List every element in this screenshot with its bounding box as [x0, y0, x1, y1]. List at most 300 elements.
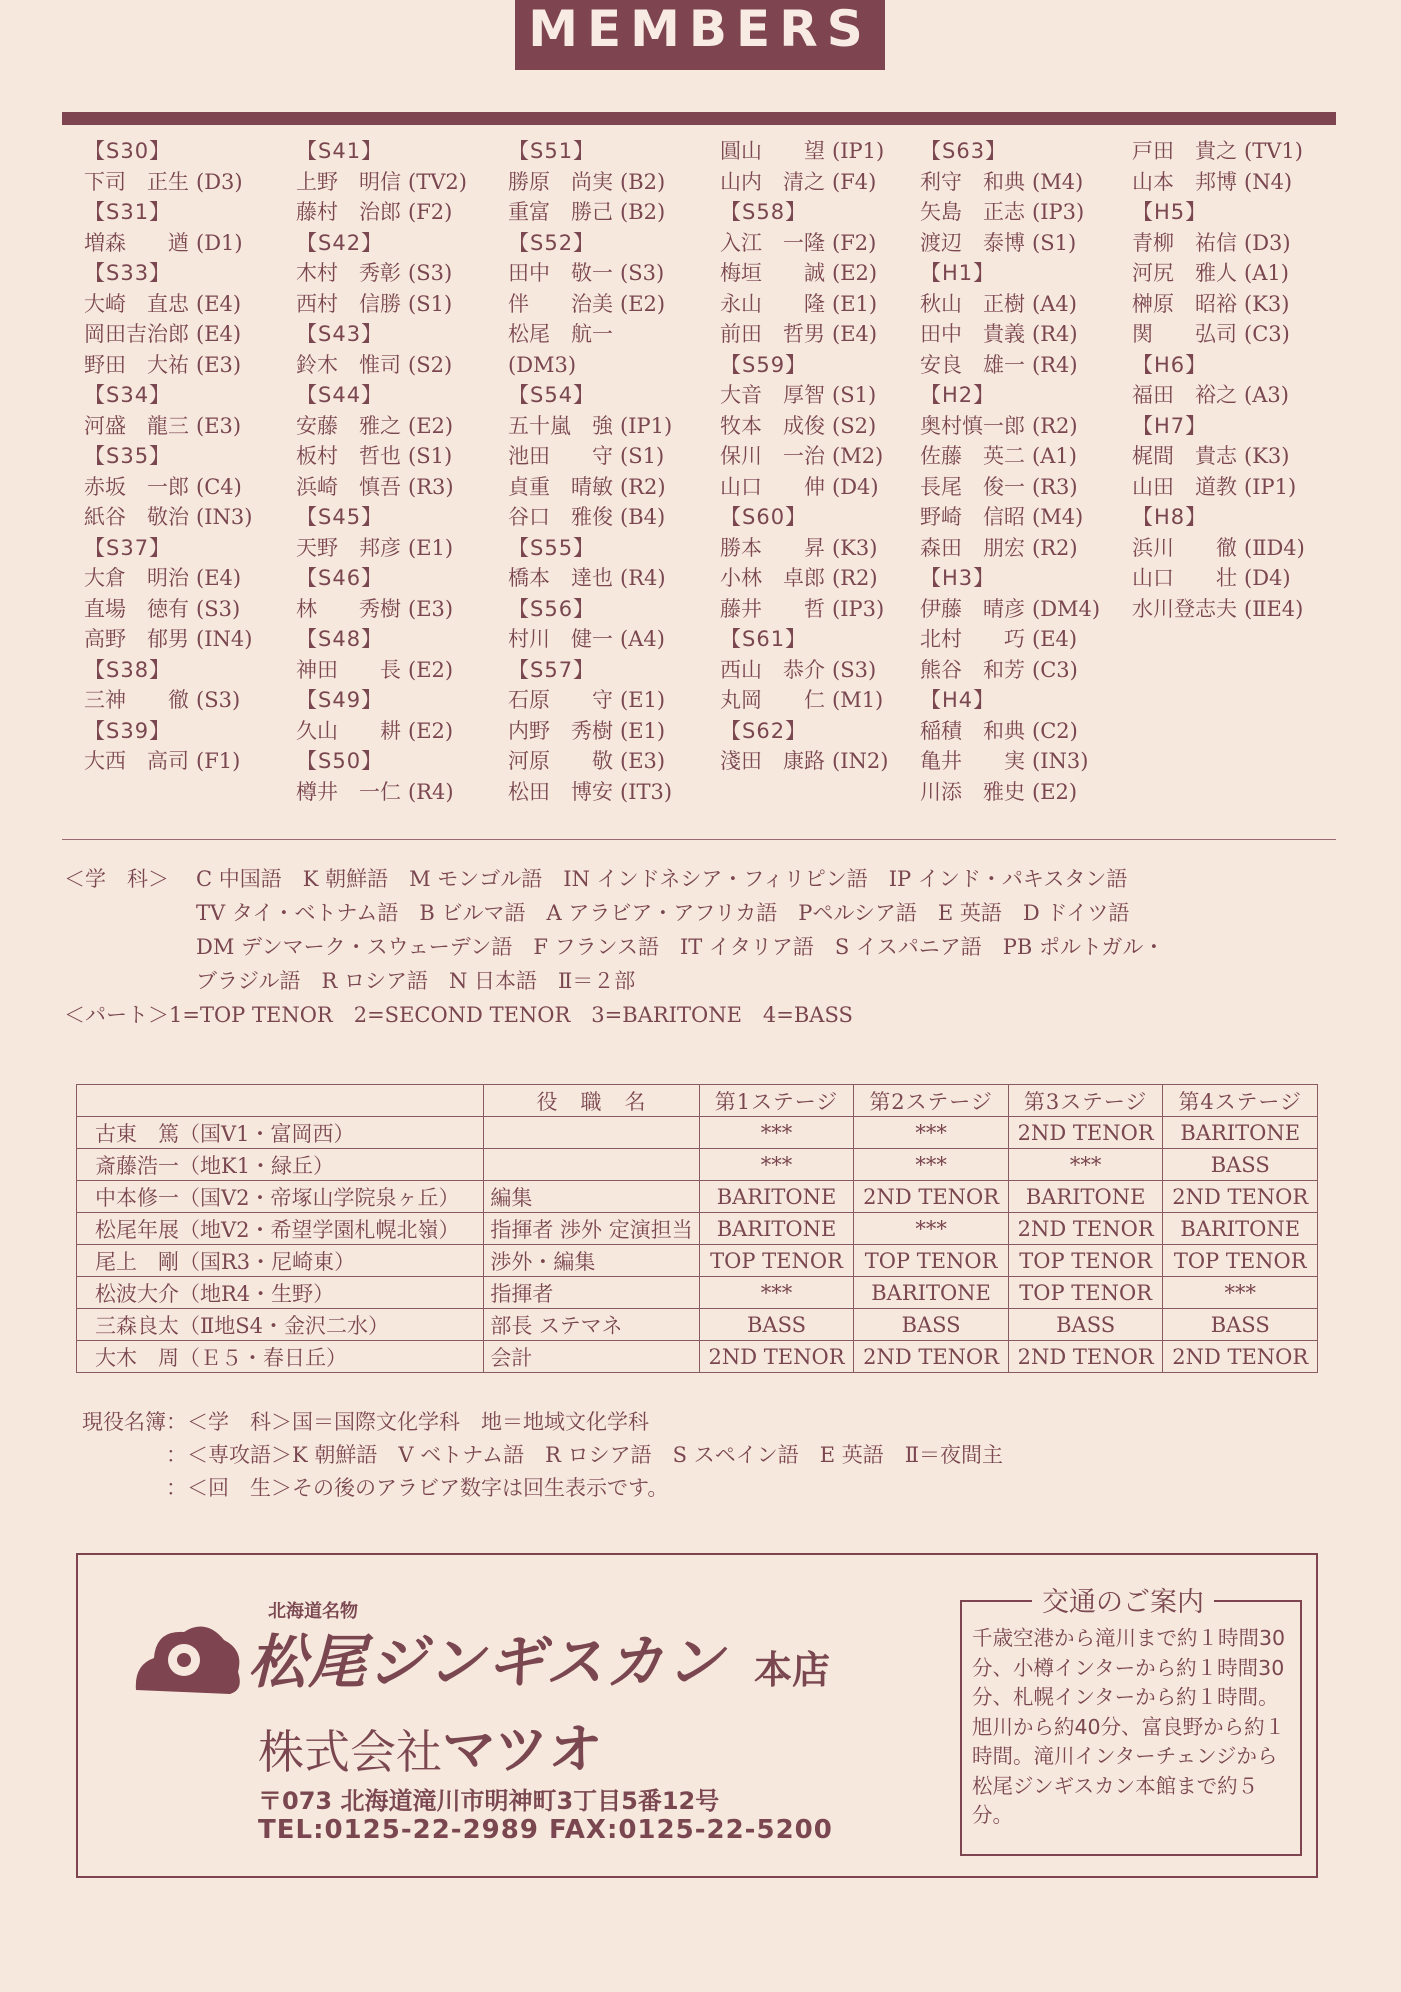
member-dept: (M1) [832, 688, 884, 712]
stage-part-cell: *** [699, 1117, 854, 1149]
stage-part-cell: *** [699, 1149, 854, 1181]
member-name: 藤村 治郎 [296, 200, 401, 224]
member-name: 大音 厚智 [720, 383, 825, 407]
legend-gakka-line: ブラジル語 R ロシア語 N 日本語 Ⅱ＝２部 [196, 969, 636, 993]
table-header-row [77, 1085, 1318, 1117]
year-heading: 【S46】 [296, 566, 384, 590]
member-entry [84, 289, 252, 320]
legend-gakka-line: DM デンマーク・スウェーデン語 F フランス語 IT イタリア語 S イスパニア語 PB ポルトガル・ [196, 935, 1165, 959]
member-dept: (E4) [1032, 627, 1078, 651]
member-name: 西山 恭介 [720, 657, 825, 682]
member-entry [296, 441, 467, 472]
member-dept: (S3) [196, 688, 241, 712]
table-row [77, 1245, 1318, 1277]
member-dept: (TV2) [408, 169, 467, 194]
member-dept: (R2) [1032, 535, 1078, 560]
member-entry [720, 472, 888, 503]
member-entry [508, 441, 672, 472]
member-name: 勝原 尚実 [508, 169, 613, 194]
member-entry [508, 167, 672, 198]
member-name: 永山 隆 [720, 291, 825, 316]
member-dept: (E2) [620, 291, 666, 316]
year-heading: 【H1】 [920, 261, 996, 285]
member-entry [84, 319, 252, 350]
member-name: 戸田 貴之 [1132, 139, 1237, 163]
year-heading: 【S31】 [84, 200, 172, 224]
member-name: 矢島 正志 [920, 200, 1025, 224]
member-entry [296, 472, 467, 503]
stage-part-cell: *** [699, 1277, 854, 1309]
stage-part-cell: 2ND TENOR [854, 1341, 1009, 1373]
member-dept: (E2) [832, 261, 878, 285]
stage-part-cell: BARITONE [1163, 1117, 1318, 1149]
member-dept: (IP1) [620, 413, 673, 438]
member-entry [84, 411, 252, 442]
stage-part-cell: BASS [1008, 1309, 1163, 1341]
member-entry [920, 441, 1100, 472]
top-divider-bar [62, 112, 1336, 125]
year-heading: 【S60】 [720, 505, 808, 529]
member-dept: (IP3) [832, 596, 885, 621]
member-name: 下司 正生 [84, 169, 189, 194]
member-dept: (R2) [620, 474, 666, 499]
member-dept: (R4) [1032, 322, 1078, 346]
member-entry [720, 563, 888, 594]
stage-part-cell: BARITONE [1163, 1213, 1318, 1245]
year-heading: 【S34】 [84, 383, 172, 407]
stage-part-cell: TOP TENOR [1163, 1245, 1318, 1277]
member-entry [720, 319, 888, 350]
year-heading: 【S51】 [508, 139, 596, 163]
member-entry [296, 197, 467, 228]
member-column [84, 136, 252, 777]
year-heading: 【H5】 [1132, 200, 1208, 224]
member-name: 樽井 一仁 [296, 779, 401, 804]
member-entry [508, 197, 672, 228]
member-entry [720, 533, 888, 564]
member-name: 大西 高司 [84, 749, 189, 773]
member-dept: (F1) [196, 749, 241, 773]
year-heading: 【S44】 [296, 383, 384, 407]
member-dept: (R2) [1032, 413, 1078, 438]
member-name: 秋山 正樹 [920, 291, 1025, 316]
member-entry [296, 655, 467, 686]
member-dept: (D3) [1244, 230, 1291, 255]
member-entry [1132, 441, 1305, 472]
member-name: 保川 一治 [720, 444, 825, 468]
member-entry [84, 685, 252, 716]
member-name: 赤坂 一郎 [84, 474, 189, 499]
member-entry [296, 411, 467, 442]
member-entry [920, 624, 1100, 655]
year-heading: 【S35】 [84, 444, 172, 468]
member-dept: (IN3) [196, 505, 253, 529]
year-heading: 【H3】 [920, 566, 996, 590]
member-entry [720, 441, 888, 472]
member-name: 河原 敬 [508, 749, 613, 773]
member-name: 入江 一隆 [720, 230, 825, 255]
member-dept: (B2) [620, 169, 666, 194]
member-name: 鈴木 惟司 [296, 352, 401, 377]
member-name: 亀井 実 [920, 749, 1025, 773]
member-entry [920, 716, 1100, 747]
table-row [77, 1213, 1318, 1245]
table-row [77, 1341, 1318, 1373]
member-dept: (C4) [196, 474, 242, 499]
member-name: 牧本 成俊 [720, 413, 825, 438]
member-cell: 斎藤浩一（地K1・緑丘） [77, 1149, 484, 1181]
member-dept: (E4) [196, 322, 242, 346]
member-name: 伴 治美 [508, 291, 613, 316]
table-row [77, 1117, 1318, 1149]
member-name: 高野 郁男 [84, 627, 189, 651]
member-column [296, 136, 467, 807]
year-heading: 【H8】 [1132, 505, 1208, 529]
member-entry [508, 411, 672, 442]
member-dept: (E2) [408, 718, 454, 743]
stage-part-cell: 2ND TENOR [1163, 1181, 1318, 1213]
stage-part-cell: 2ND TENOR [1008, 1341, 1163, 1373]
year-heading: 【S41】 [296, 139, 384, 163]
legend-gakka-row [64, 862, 1344, 896]
member-name: 奥村慎一郎 [920, 413, 1025, 438]
year-heading: 【S52】 [508, 230, 596, 255]
member-name: 安藤 雅之 [296, 413, 401, 438]
stage-part-cell: 2ND TENOR [1008, 1117, 1163, 1149]
member-name: (DM3) [508, 352, 577, 377]
year-heading: 【H7】 [1132, 413, 1208, 438]
member-entry [920, 655, 1100, 686]
legend-gakka-label: ＜学 科＞ [64, 867, 169, 891]
member-entry [920, 472, 1100, 503]
member-name: 渡辺 泰博 [920, 230, 1025, 255]
company-prefix: 株式会社 [258, 1725, 442, 1779]
member-dept: (S1) [408, 291, 453, 316]
member-dept: (B4) [620, 505, 666, 529]
member-entry [1132, 472, 1305, 503]
member-name: 松尾 航一 [508, 322, 613, 346]
legend-part-row [64, 998, 1344, 1032]
member-dept: (S1) [1032, 230, 1077, 255]
member-dept: (S3) [196, 596, 241, 621]
member-dept: (R4) [620, 566, 666, 590]
member-dept: (K3) [1244, 444, 1290, 468]
note-line: ：＜専攻語＞K 朝鮮語 V ベトナム語 R ロシア語 S スペイン語 E 英語 Ⅱ＝夜間主 [82, 1443, 1003, 1467]
member-entry [508, 563, 672, 594]
year-heading: 【S33】 [84, 261, 172, 285]
member-name: 三神 徹 [84, 688, 189, 712]
member-column [1132, 136, 1305, 624]
member-entry [1132, 289, 1305, 320]
member-dept: (C2) [1032, 718, 1078, 743]
member-dept: (D1) [196, 230, 243, 255]
member-dept: (E1) [832, 291, 878, 316]
member-name: 重富 勝己 [508, 200, 613, 224]
member-entry [720, 167, 888, 198]
year-heading: 【H2】 [920, 383, 996, 407]
member-dept: (D4) [832, 474, 879, 499]
member-dept: (F4) [832, 169, 877, 194]
legend [64, 862, 1344, 1032]
company-name [258, 1707, 602, 1784]
member-name: 北村 巧 [920, 627, 1025, 651]
member-name: 梅垣 誠 [720, 261, 825, 285]
stage-part-cell: *** [1163, 1277, 1318, 1309]
year-heading: 【S63】 [920, 139, 1008, 163]
member-dept: (IP1) [832, 139, 885, 163]
member-entry [920, 411, 1100, 442]
member-name: 池田 守 [508, 444, 613, 468]
member-entry [508, 319, 672, 350]
member-name: 野崎 信昭 [920, 505, 1025, 529]
legend-gakka-line: TV タイ・ベトナム語 B ビルマ語 A アラビア・アフリカ語 Pペルシア語 E 英語 D ドイツ語 [196, 901, 1130, 925]
roster-notes [82, 1406, 1003, 1505]
member-dept: (E3) [620, 749, 666, 773]
legend-gakka-line: C 中国語 K 朝鮮語 M モンゴル語 IN インドネシア・フィリピン語 IP インド・パキスタン語 [196, 867, 1128, 891]
company-brand: マツオ [442, 1718, 603, 1781]
member-name: 貞重 晴敏 [508, 474, 613, 499]
member-entry [920, 289, 1100, 320]
current-members-table [76, 1084, 1318, 1373]
member-cell: 尾上 剛（国R3・尼崎東） [77, 1245, 484, 1277]
member-entry [296, 533, 467, 564]
member-name: 藤井 哲 [720, 596, 825, 621]
member-name: 前田 哲男 [720, 322, 825, 346]
stage-part-cell: *** [1008, 1149, 1163, 1181]
member-cell: 三森良太（Ⅱ地S4・金沢二水） [77, 1309, 484, 1341]
member-name: 榊原 昭裕 [1132, 291, 1237, 316]
member-dept: (S1) [832, 383, 877, 407]
year-heading: 【S55】 [508, 535, 596, 560]
member-dept: (R3) [408, 474, 454, 499]
year-heading: 【S30】 [84, 139, 172, 163]
position-cell: 編集 [484, 1181, 699, 1213]
member-dept: (R4) [408, 779, 454, 804]
member-name: 橋本 達也 [508, 566, 613, 590]
member-name: 大崎 直忠 [84, 291, 189, 316]
member-dept: (IT3) [620, 779, 673, 804]
stage-part-cell: 2ND TENOR [854, 1181, 1009, 1213]
member-entry [296, 350, 467, 381]
member-dept: (S3) [620, 261, 665, 285]
member-entry [720, 136, 888, 167]
year-heading: 【S56】 [508, 596, 596, 621]
member-dept: (IP3) [1032, 200, 1085, 224]
member-entry [296, 594, 467, 625]
member-entry [508, 502, 672, 533]
member-name: 増森 遒 [84, 230, 189, 255]
member-entry [296, 167, 467, 198]
advertisement [76, 1553, 1318, 1878]
shop-address: 〒073 北海道滝川市明神町3丁目5番12号 [258, 1787, 720, 1815]
member-entry [84, 502, 252, 533]
member-name: 田中 貴義 [920, 322, 1025, 346]
stage-part-cell: *** [854, 1117, 1009, 1149]
stage-part-cell: BARITONE [854, 1277, 1009, 1309]
member-cell: 中本修一（国V2・帝塚山学院泉ヶ丘） [77, 1181, 484, 1213]
member-dept: (R2) [832, 566, 878, 590]
member-dept: (C3) [1244, 322, 1290, 346]
year-heading: 【S48】 [296, 627, 384, 651]
member-dept: (E2) [408, 657, 454, 682]
member-entry [84, 594, 252, 625]
member-entry [1132, 258, 1305, 289]
member-name: 神田 長 [296, 657, 401, 682]
stage-part-cell: *** [854, 1213, 1009, 1245]
member-name: 水川登志夫 [1132, 596, 1237, 621]
member-name: 川添 雅史 [920, 779, 1025, 804]
member-dept: (F2) [832, 230, 877, 255]
member-cell: 松尾年展（地V2・希望学園札幌北嶺） [77, 1213, 484, 1245]
year-heading: 【S62】 [720, 718, 808, 743]
member-name: 佐藤 英二 [920, 444, 1025, 468]
member-name: 小林 卓郎 [720, 566, 825, 590]
member-entry [1132, 563, 1305, 594]
header-stage4: 第4ステージ [1163, 1085, 1318, 1117]
member-name: 天野 邦彦 [296, 535, 401, 560]
member-dept: (E2) [408, 413, 454, 438]
stage-part-cell: BASS [1163, 1309, 1318, 1341]
member-dept: (A1) [1032, 444, 1077, 468]
member-name: 大倉 明治 [84, 566, 189, 590]
members-banner: MEMBERS [515, 0, 885, 70]
member-entry [1132, 533, 1305, 564]
member-name: 紙谷 敬治 [84, 505, 189, 529]
member-name: 河尻 雅人 [1132, 261, 1237, 285]
member-name: 青柳 祐信 [1132, 230, 1237, 255]
member-entry [508, 289, 672, 320]
member-name: 直場 徳有 [84, 596, 189, 621]
member-name: 河盛 龍三 [84, 413, 189, 438]
note-line: 現役名簿：＜学 科＞国＝国際文化学科 地＝地域文化学科 [82, 1410, 649, 1434]
member-entry [508, 685, 672, 716]
member-name: 石原 守 [508, 688, 613, 712]
member-name: 稲積 和典 [920, 718, 1025, 743]
member-entry [84, 563, 252, 594]
stage-part-cell: BARITONE [699, 1181, 854, 1213]
year-heading: 【S37】 [84, 535, 172, 560]
member-name: 田中 敬一 [508, 261, 613, 285]
stage-part-cell: 2ND TENOR [1008, 1213, 1163, 1245]
member-name: 林 秀樹 [296, 596, 401, 621]
position-cell [484, 1149, 699, 1181]
member-entry [720, 411, 888, 442]
year-heading: 【S49】 [296, 688, 384, 712]
member-entry [1132, 136, 1305, 167]
member-dept: (IP1) [1244, 474, 1297, 499]
member-name: 梶間 貴志 [1132, 444, 1237, 468]
member-dept: (E1) [620, 688, 666, 712]
ad-tagline: 北海道名物 [268, 1601, 358, 1622]
member-entry [720, 258, 888, 289]
member-dept: (E3) [196, 352, 242, 377]
table-row [77, 1277, 1318, 1309]
member-dept: (E1) [620, 718, 666, 743]
access-text: 千歳空港から滝川まで約１時間30分、小樽インターから約１時間30分、札幌インターから約１時間。旭川から約40分、富良野から約１時間。滝川インターチェンジから松尾ジンギスカン本館まで約５分。 [972, 1626, 1286, 1827]
member-entry [920, 502, 1100, 533]
section-divider [62, 839, 1336, 840]
stage-part-cell: TOP TENOR [854, 1245, 1009, 1277]
year-heading: 【S57】 [508, 657, 596, 682]
member-entry [920, 350, 1100, 381]
member-name: 西村 信勝 [296, 291, 401, 316]
member-dept: (IN3) [1032, 749, 1089, 773]
member-name: 岡田吉治郎 [84, 322, 189, 346]
position-cell: 部長 ステマネ [484, 1309, 699, 1341]
shop-branch: 本店 [754, 1648, 831, 1692]
stage-part-cell: TOP TENOR [1008, 1277, 1163, 1309]
member-entry [508, 716, 672, 747]
member-dept: (M4) [1032, 169, 1084, 194]
member-entry [508, 258, 672, 289]
member-entry [720, 380, 888, 411]
member-name: 木村 秀彰 [296, 261, 401, 285]
year-heading: 【S58】 [720, 200, 808, 224]
stage-part-cell: *** [854, 1149, 1009, 1181]
table-row [77, 1149, 1318, 1181]
stage-part-cell: BARITONE [699, 1213, 854, 1245]
member-dept: (E4) [196, 566, 242, 590]
member-dept: (E1) [408, 535, 454, 560]
member-name: 五十嵐 強 [508, 413, 613, 438]
member-entry [84, 167, 252, 198]
shop-name: 松尾ジンギスカン [248, 1628, 726, 1696]
member-dept: (E4) [196, 291, 242, 316]
member-name: 山口 壮 [1132, 566, 1237, 590]
member-dept: (M2) [832, 444, 884, 468]
member-dept: (K3) [1244, 291, 1290, 316]
stage-part-cell: BASS [1163, 1149, 1318, 1181]
member-cell: 古東 篤（国V1・富岡西） [77, 1117, 484, 1149]
member-dept: (N4) [1244, 169, 1293, 194]
member-name: 内野 秀樹 [508, 718, 613, 743]
member-entry [720, 289, 888, 320]
member-dept: (B2) [620, 200, 666, 224]
year-heading: 【S61】 [720, 627, 808, 651]
member-name: 久山 耕 [296, 718, 401, 743]
member-entry [296, 289, 467, 320]
stage-part-cell: TOP TENOR [699, 1245, 854, 1277]
member-name: 上野 明信 [296, 169, 401, 194]
member-entry [1132, 228, 1305, 259]
member-dept: (A4) [1032, 291, 1077, 316]
member-name: 伊藤 晴彦 [920, 596, 1025, 621]
stage-part-cell: BASS [854, 1309, 1009, 1341]
member-cell: 松波大介（地R4・生野） [77, 1277, 484, 1309]
member-dept: (IN2) [832, 749, 889, 773]
member-entry [920, 228, 1100, 259]
member-dept: (ⅡD4) [1244, 535, 1305, 560]
member-name: 勝本 昇 [720, 535, 825, 560]
member-name: 安良 雄一 [920, 352, 1025, 377]
members-columns [84, 136, 1354, 808]
member-entry [84, 746, 252, 777]
member-entry [508, 350, 672, 381]
year-heading: 【S45】 [296, 505, 384, 529]
member-entry [920, 594, 1100, 625]
member-dept: (S3) [832, 657, 877, 682]
member-entry [720, 228, 888, 259]
member-dept: (S1) [620, 444, 665, 468]
member-dept: (D3) [196, 169, 243, 194]
member-name: 村川 健一 [508, 627, 613, 651]
member-entry [920, 167, 1100, 198]
member-name: 山口 伸 [720, 474, 825, 499]
header-stage1: 第1ステージ [699, 1085, 854, 1117]
member-name: 長尾 俊一 [920, 474, 1025, 499]
member-entry [920, 533, 1100, 564]
member-name: 谷口 雅俊 [508, 505, 613, 529]
